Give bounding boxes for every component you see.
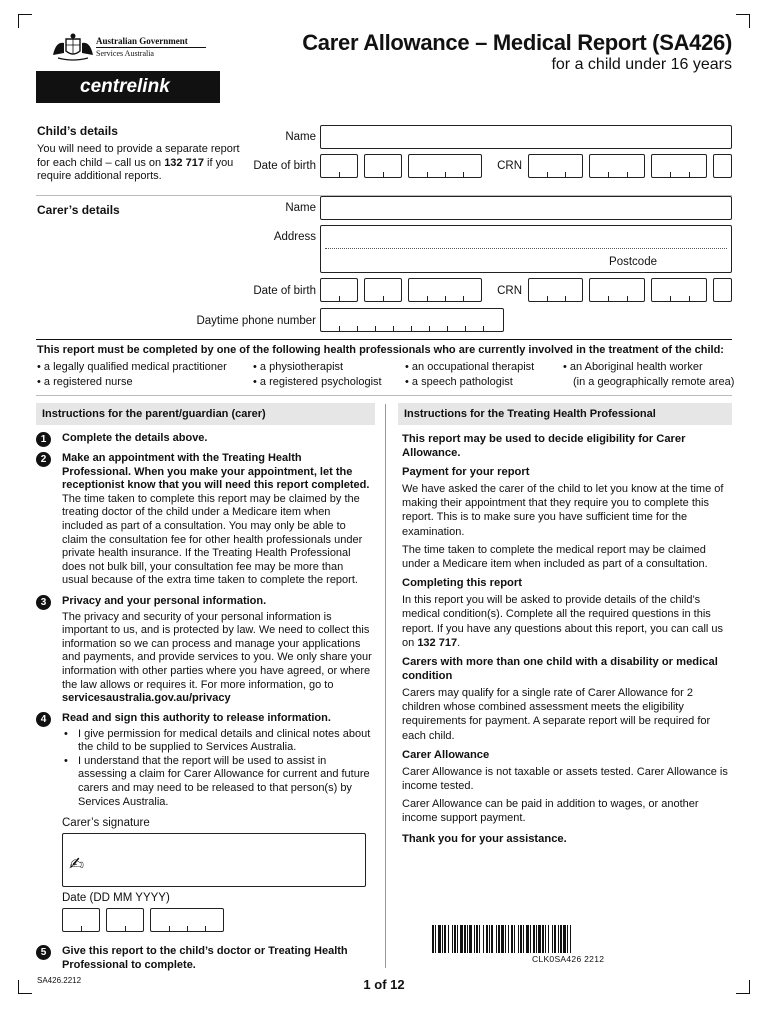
- step-3: [62, 595, 374, 706]
- title-text: Carer Allowance – Medical Report: [302, 30, 647, 55]
- step-2-heading: Make an appointment with the Treating Health Professional. When you make your appointment, let the receptionist know that you will need this report completed.: [62, 452, 370, 492]
- date-month[interactable]: [106, 908, 144, 932]
- form-reference: SA426.2212: [37, 976, 82, 985]
- child-name-input[interactable]: [320, 125, 732, 149]
- date-label: Date (DD MM YYYY): [62, 892, 170, 904]
- professionals-intro: This report must be completed by one of the following health professionals who are currently involved in the treatment of the child:: [37, 344, 724, 356]
- carer-dob-day[interactable]: [320, 278, 358, 302]
- professional-item-note: (in a geographically remote area): [573, 376, 735, 388]
- page-number: 1 of 12: [363, 977, 405, 992]
- carer-name-label: Name: [285, 202, 316, 214]
- carer-crn-part2[interactable]: [589, 278, 645, 302]
- carer-crn-label: CRN: [497, 285, 522, 297]
- privacy-link[interactable]: servicesaustralia.gov.au/privacy: [62, 692, 231, 705]
- completing-text: In this report you will be asked to provide details of the child’s medical condition(s). Complete all the required questions in this report. If you have any questions about this report, you can call us on: [402, 594, 724, 649]
- step-4-badge: 4: [36, 712, 51, 727]
- professionals-col4: [563, 360, 734, 390]
- completing-para: In this report you will be asked to provide details of the child’s medical condition(s). Complete all the required questions in this report. If you have any questions about this report, you can call us on 132 717.: [402, 594, 724, 649]
- carer-phone-label: Daytime phone number: [196, 315, 316, 327]
- child-crn-label: CRN: [497, 160, 522, 172]
- child-crn-part1[interactable]: [528, 154, 583, 178]
- child-dob-label: Date of birth: [253, 160, 316, 172]
- note-text-end: if you require additional reports.: [37, 156, 234, 182]
- step-2-badge: 2: [36, 452, 51, 467]
- professionals-col3: [405, 360, 534, 390]
- child-crn-part2[interactable]: [589, 154, 645, 178]
- thanks-text: Thank you for your assistance.: [402, 832, 567, 845]
- carer-address-input[interactable]: [320, 225, 732, 273]
- step-5-text: Give this report to the child’s doctor or Treating Health Professional to complete.: [62, 945, 348, 971]
- carer-dob-year[interactable]: [408, 278, 482, 302]
- barcode: [432, 925, 732, 953]
- gov-name: Australian Government: [96, 36, 188, 46]
- professional-item: • an occupational therapist: [405, 361, 535, 373]
- step-1-text: Complete the details above.: [62, 432, 208, 444]
- date-year[interactable]: [150, 908, 224, 932]
- page-title: [272, 30, 732, 74]
- carer-address-label: Address: [273, 231, 316, 243]
- agency-name: Services Australia: [96, 49, 154, 58]
- completing-phone: 132 717: [417, 636, 458, 649]
- postcode-label: Postcode: [609, 256, 657, 268]
- divider: [36, 395, 732, 396]
- form-code: (SA426): [652, 30, 732, 55]
- multiple-children-para: Carers may qualify for a single rate of Carer Allowance for 2 children whose combined assessment meets the eligibility requirements for payment. A separate report will be required for each child.: [402, 687, 711, 742]
- professional-item: • a registered psychologist: [253, 376, 382, 388]
- step-3-body: The privacy and security of your personal information is important to us, and is protected by law. We need to collect this information so we can process and manage your applications and payments, and provide services to you. We only share your information with other parties where you have agreed, or where the law allows or requires it. For more information, go to: [62, 610, 372, 691]
- child-dob-year[interactable]: [408, 154, 482, 178]
- signature-label: Carer’s signature: [62, 817, 150, 829]
- date-day[interactable]: [62, 908, 100, 932]
- step-5-badge: 5: [36, 945, 51, 960]
- barcode-text: CLK0SA426 2212: [532, 954, 605, 964]
- carer-crn-part3[interactable]: [651, 278, 707, 302]
- step-2-body: The time taken to complete this report may be claimed by the treating doctor of the child under a Medicare item when included as part of a consultation. You may only be able to claim the consultation fee for other health professionals under private health insurance. If the Treating Health Professional does not bulk bill, your consultation fee may be more than usual because of the extra time taken to complete the report.: [62, 492, 363, 587]
- step-4: [62, 712, 372, 809]
- authority-bullet: • I understand that the report will be used to assist in assessing a claim for Carer Allowance for current and future carers and may need to be released to that person(s) by Services Australia.: [64, 754, 370, 808]
- carer-crn-check[interactable]: [713, 278, 732, 302]
- centrelink-logo: centrelink: [36, 71, 220, 103]
- step-1-badge: 1: [36, 432, 51, 447]
- carer-dob-label: Date of birth: [253, 285, 316, 297]
- payment-heading: Payment for your report: [402, 466, 530, 478]
- step-2: [62, 452, 372, 588]
- coat-of-arms-icon: [50, 33, 96, 63]
- section-divider: [36, 339, 732, 340]
- page-subtitle: for a child under 16 years: [551, 56, 732, 73]
- right-intro: This report may be used to decide eligibility for Carer Allowance.: [402, 433, 686, 459]
- column-divider: [385, 404, 386, 968]
- crop-mark-top-left: [18, 14, 32, 28]
- professional-item: • an Aboriginal health worker: [563, 361, 703, 373]
- professionals-col2: [253, 360, 382, 390]
- child-details-heading: Child’s details: [37, 124, 118, 138]
- payment-para-2: The time taken to complete the medical report may be claimed under a Medicare item when included as part of a consultation.: [402, 543, 708, 571]
- carer-name-input[interactable]: [320, 196, 732, 220]
- step-4-heading: Read and sign this authority to release information.: [62, 712, 331, 724]
- step-3-badge: 3: [36, 595, 51, 610]
- payment-para-1: We have asked the carer of the child to let you know at the time of making their appointment that they require you to complete this report. This is to make sure you have sufficient time for the examination.: [402, 483, 724, 538]
- professional-item: • a registered nurse: [37, 376, 133, 388]
- child-dob-day[interactable]: [320, 154, 358, 178]
- professional-item: • a physiotherapist: [253, 361, 344, 373]
- health-professional-instructions-bar: Instructions for the Treating Health Professional: [398, 403, 732, 425]
- professionals-col1: [37, 360, 227, 390]
- crop-mark-bottom-right: [736, 980, 750, 994]
- carer-details-heading: Carer’s details: [37, 203, 120, 217]
- barcode-bar: [571, 925, 573, 953]
- child-dob-month[interactable]: [364, 154, 402, 178]
- carer-crn-part1[interactable]: [528, 278, 583, 302]
- crop-mark-top-right: [736, 14, 750, 28]
- pen-icon: ✍: [69, 854, 85, 874]
- child-details-note: [37, 143, 249, 184]
- carer-allowance-para-2: Carer Allowance can be paid in addition to wages, or another income support payment.: [402, 798, 699, 825]
- health-professional-instructions: [402, 432, 734, 846]
- step-3-heading: Privacy and your personal information.: [62, 595, 267, 607]
- carer-instructions-bar: Instructions for the parent/guardian (carer): [36, 403, 375, 425]
- carer-phone-input[interactable]: [320, 308, 504, 332]
- carer-dob-month[interactable]: [364, 278, 402, 302]
- completing-heading: Completing this report: [402, 577, 522, 590]
- professional-item: • a speech pathologist: [405, 376, 513, 388]
- professional-item: • a legally qualified medical practitioner: [37, 361, 227, 373]
- multiple-children-heading: Carers with more than one child with a disability or medical condition: [402, 656, 718, 683]
- child-name-label: Name: [285, 131, 316, 143]
- gov-identity: [96, 36, 206, 58]
- carer-allowance-heading: Carer Allowance: [402, 748, 490, 761]
- note-phone: 132 717: [164, 156, 204, 169]
- child-crn-check[interactable]: [713, 154, 732, 178]
- crop-mark-bottom-left: [18, 980, 32, 994]
- authority-bullet: • I give permission for medical details and clinical notes about the child to be supplied to Services Australia.: [64, 727, 371, 754]
- note-text: You will need to provide a separate report for each child – call us on: [37, 143, 240, 169]
- signature-box[interactable]: [62, 833, 366, 887]
- child-crn-part3[interactable]: [651, 154, 707, 178]
- carer-allowance-para-1: Carer Allowance is not taxable or assets tested. Carer Allowance is income tested.: [402, 765, 728, 793]
